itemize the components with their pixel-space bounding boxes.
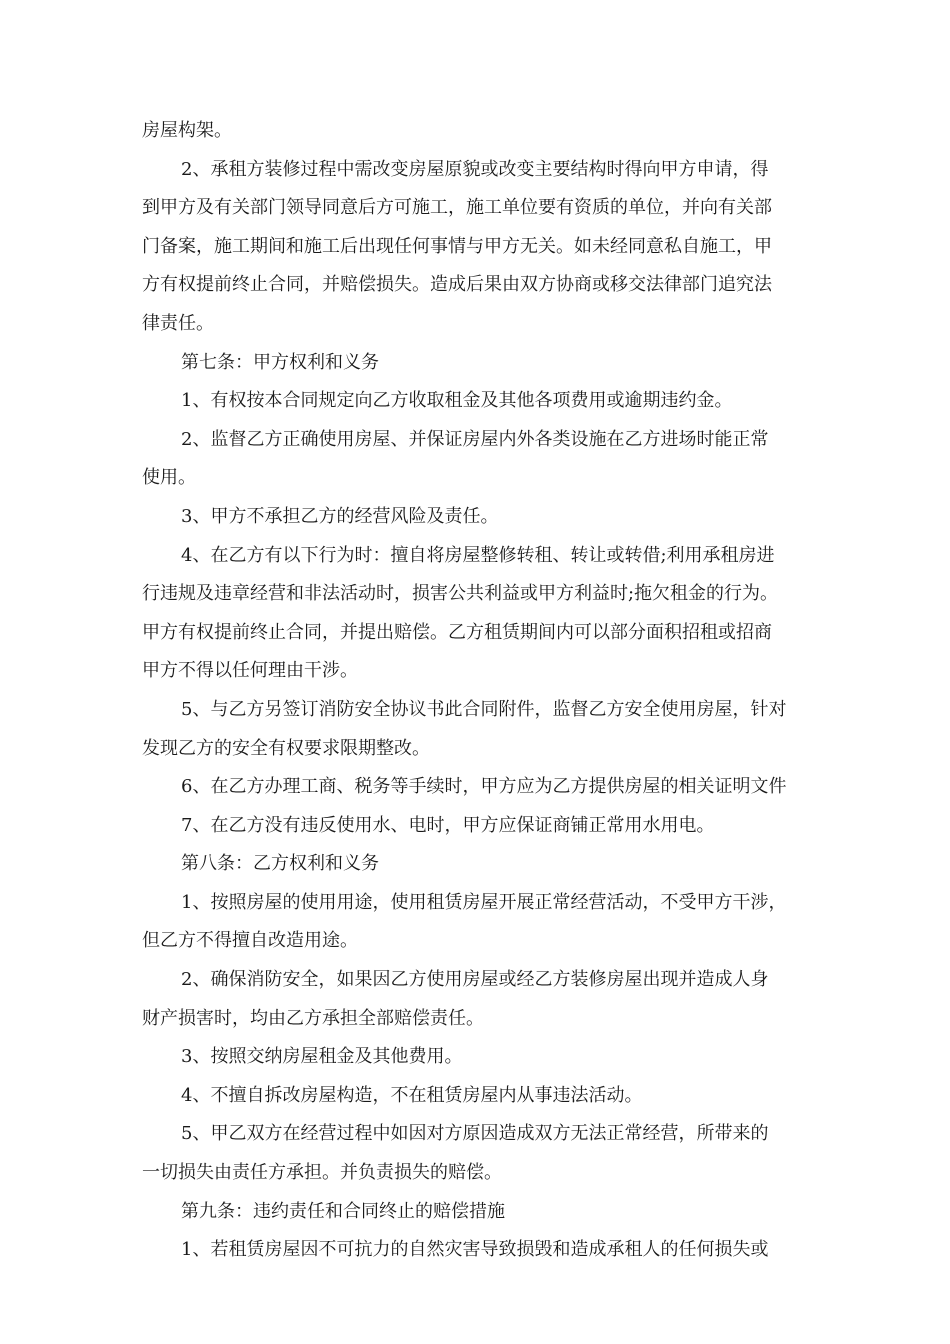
text-line: 甲方不得以任何理由干涉。 bbox=[142, 660, 358, 682]
text-line: 5、甲乙双方在经营过程中如因对方原因造成双方无法正常经营，所带来的 bbox=[181, 1123, 769, 1145]
text-line: 3、按照交纳房屋租金及其他费用。 bbox=[181, 1046, 463, 1068]
text-line: 1、有权按本合同规定向乙方收取租金及其他各项费用或逾期违约金。 bbox=[181, 390, 733, 412]
text-line: 1、按照房屋的使用用途，使用租赁房屋开展正常经营活动，不受甲方干涉， bbox=[181, 891, 787, 913]
text-line: 4、在乙方有以下行为时：擅自将房屋整修转租、转让或转借;利用承租房进 bbox=[181, 544, 775, 566]
text-line: 5、与乙方另签订消防安全协议书此合同附件，监督乙方安全使用房屋，针对 bbox=[181, 698, 787, 720]
text-line: 第八条：乙方权利和义务 bbox=[181, 853, 379, 875]
document-body bbox=[142, 112, 818, 1270]
text-line: 6、在乙方办理工商、税务等手续时，甲方应为乙方提供房屋的相关证明文件 bbox=[181, 776, 787, 798]
text-line: 第九条：违约责任和合同终止的赔偿措施 bbox=[181, 1200, 505, 1222]
text-line: 方有权提前终止合同，并赔偿损失。造成后果由双方协商或移交法律部门追究法 bbox=[142, 274, 772, 296]
text-line: 发现乙方的安全有权要求限期整改。 bbox=[142, 737, 430, 759]
text-line: 1、若租赁房屋因不可抗力的自然灾害导致损毁和造成承租人的任何损失或 bbox=[181, 1239, 769, 1261]
text-line: 第七条：甲方权利和义务 bbox=[181, 351, 379, 373]
text-line: 律责任。 bbox=[142, 312, 214, 334]
text-line: 房屋构架。 bbox=[142, 120, 232, 141]
text-line: 4、不擅自拆改房屋构造，不在租赁房屋内从事违法活动。 bbox=[181, 1084, 643, 1106]
text-line: 行违规及违章经营和非法活动时，损害公共利益或甲方利益时;拖欠租金的行为。 bbox=[142, 583, 779, 605]
text-line: 一切损失由责任方承担。并负责损失的赔偿。 bbox=[142, 1162, 502, 1184]
text-line: 但乙方不得擅自改造用途。 bbox=[142, 930, 358, 952]
text-line: 2、确保消防安全，如果因乙方使用房屋或经乙方装修房屋出现并造成人身 bbox=[181, 969, 769, 991]
text-line: 财产损害时，均由乙方承担全部赔偿责任。 bbox=[142, 1007, 484, 1029]
text-line: 到甲方及有关部门领导同意后方可施工，施工单位要有资质的单位，并向有关部 bbox=[142, 197, 772, 219]
text-line: 使用。 bbox=[142, 467, 196, 489]
text-line: 2、承租方装修过程中需改变房屋原貌或改变主要结构时得向甲方申请，得 bbox=[181, 158, 769, 180]
text-line: 甲方有权提前终止合同，并提出赔偿。乙方租赁期间内可以部分面积招租或招商 bbox=[142, 621, 772, 643]
text-line: 2、监督乙方正确使用房屋、并保证房屋内外各类设施在乙方进场时能正常 bbox=[181, 428, 769, 450]
text-line: 7、在乙方没有违反使用水、电时，甲方应保证商铺正常用水用电。 bbox=[181, 814, 715, 836]
text-line: 门备案，施工期间和施工后出现任何事情与甲方无关。如未经同意私自施工，甲 bbox=[142, 235, 772, 257]
text-line: 3、甲方不承担乙方的经营风险及责任。 bbox=[181, 505, 499, 527]
